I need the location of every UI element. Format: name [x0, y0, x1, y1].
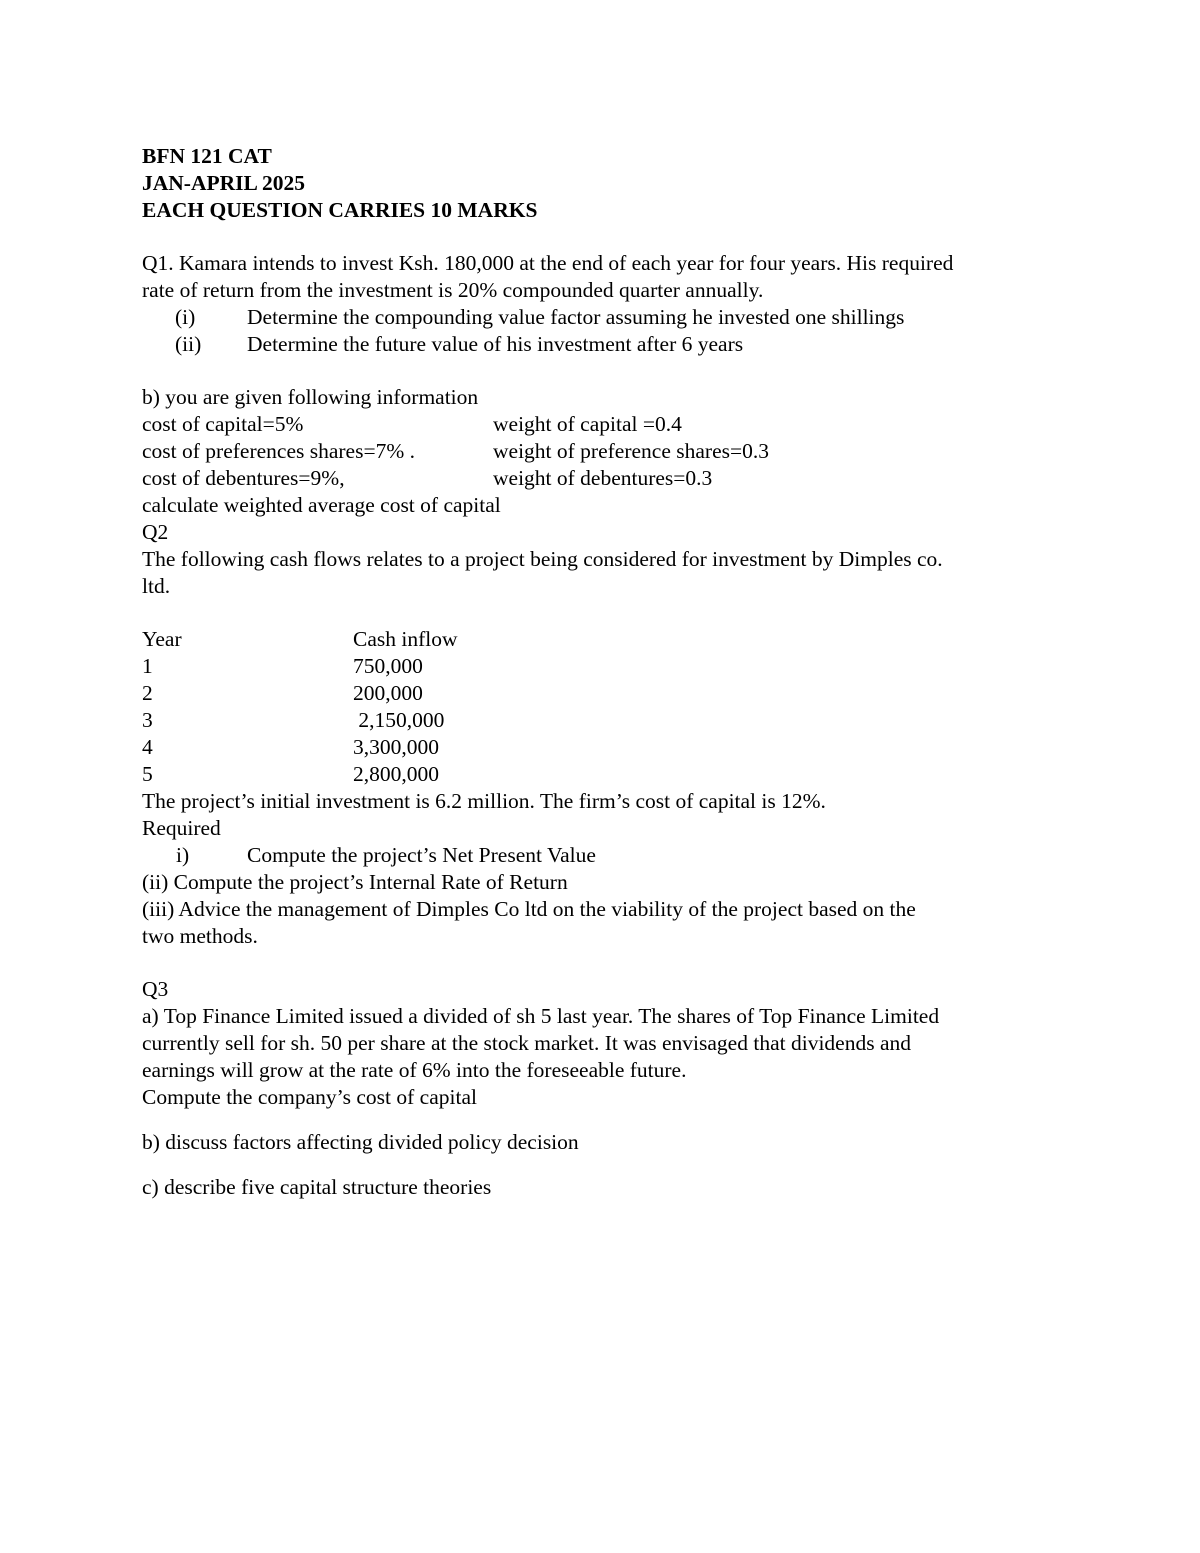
q1-item-ii	[142, 331, 1042, 358]
table-row	[142, 680, 1042, 707]
marks-note: EACH QUESTION CARRIES 10 MARKS	[142, 198, 538, 222]
q2-item-ii: (ii) Compute the project’s Internal Rate of Return	[142, 870, 568, 894]
table-row	[142, 761, 1042, 788]
q1-item-ii-text: Determine the future value of his investment after 6 years	[247, 332, 744, 356]
q2-intro-line1: The following cash flows relates to a project being considered for investment by Dimples co.	[142, 547, 943, 571]
q2-item-i-number: i)	[176, 843, 190, 867]
year-column-header: Year	[142, 627, 182, 651]
q3-a-line1: a) Top Finance Limited issued a divided of sh 5 last year. The shares of Top Finance Limited	[142, 1004, 940, 1028]
q2-item-i	[142, 842, 1042, 869]
weight-of-capital: weight of capital =0.4	[493, 412, 682, 436]
q2-item-iii-line1: (iii) Advice the management of Dimples Co ltd on the viability of the project based on the	[142, 897, 916, 921]
q2-label: Q2	[142, 520, 169, 544]
q2-investment: The project’s initial investment is 6.2 million. The firm’s cost of capital is 12%.	[142, 789, 826, 813]
year-cell: 2	[142, 681, 153, 705]
q2-required: Required	[142, 816, 221, 840]
q1-b-intro: b) you are given following information	[142, 385, 479, 409]
q1-item-i-number: (i)	[175, 305, 196, 329]
q3-label: Q3	[142, 977, 169, 1001]
cash-inflow-cell: 2,800,000	[353, 762, 439, 786]
table-row	[142, 707, 1042, 734]
year-cell: 1	[142, 654, 153, 678]
cost-of-debentures: cost of debentures=9%,	[142, 466, 345, 490]
q1-b-task: calculate weighted average cost of capital	[142, 493, 501, 517]
q1-b-row	[142, 438, 1042, 465]
cash-inflow-cell: 2,150,000	[353, 708, 445, 732]
weight-of-preference-shares: weight of preference shares=0.3	[493, 439, 769, 463]
q1-item-ii-number: (ii)	[175, 332, 202, 356]
q1-intro-line2: rate of return from the investment is 20% compounded quarter annually.	[142, 278, 764, 302]
q2-intro-line2: ltd.	[142, 574, 171, 598]
q1-b-row	[142, 411, 1042, 438]
table-row	[142, 734, 1042, 761]
q3-b: b) discuss factors affecting divided policy decision	[142, 1130, 579, 1154]
document-page	[142, 143, 1042, 1201]
q3-a-line3: earnings will grow at the rate of 6% into the foreseeable future.	[142, 1058, 687, 1082]
q3-a-line2: currently sell for sh. 50 per share at the stock market. It was envisaged that dividends and	[142, 1031, 911, 1055]
q2-item-i-text: Compute the project’s Net Present Value	[247, 843, 596, 867]
q1-item-i-text: Determine the compounding value factor assuming he invested one shillings	[247, 305, 905, 329]
year-cell: 5	[142, 762, 153, 786]
year-cell: 4	[142, 735, 153, 759]
cash-inflow-cell: 750,000	[353, 654, 423, 678]
q3-c: c) describe five capital structure theories	[142, 1175, 492, 1199]
q1-intro-line1: Q1. Kamara intends to invest Ksh. 180,000 at the end of each year for four years. His required	[142, 251, 954, 275]
q1-b-row	[142, 465, 1042, 492]
year-cell: 3	[142, 708, 153, 732]
q3-a-task: Compute the company’s cost of capital	[142, 1085, 477, 1109]
weight-of-debentures: weight of debentures=0.3	[493, 466, 713, 490]
cash-inflow-cell: 3,300,000	[353, 735, 439, 759]
cash-inflow-column-header: Cash inflow	[353, 627, 458, 651]
q2-item-iii-line2: two methods.	[142, 924, 258, 948]
course-code: BFN 121 CAT	[142, 144, 272, 168]
q1-item-i	[142, 304, 1042, 331]
cash-flow-table-header	[142, 626, 1042, 653]
cost-of-capital: cost of capital=5%	[142, 412, 304, 436]
cash-inflow-cell: 200,000	[353, 681, 423, 705]
table-row	[142, 653, 1042, 680]
cost-of-preference-shares: cost of preferences shares=7% .	[142, 439, 415, 463]
exam-period: JAN-APRIL 2025	[142, 171, 306, 195]
